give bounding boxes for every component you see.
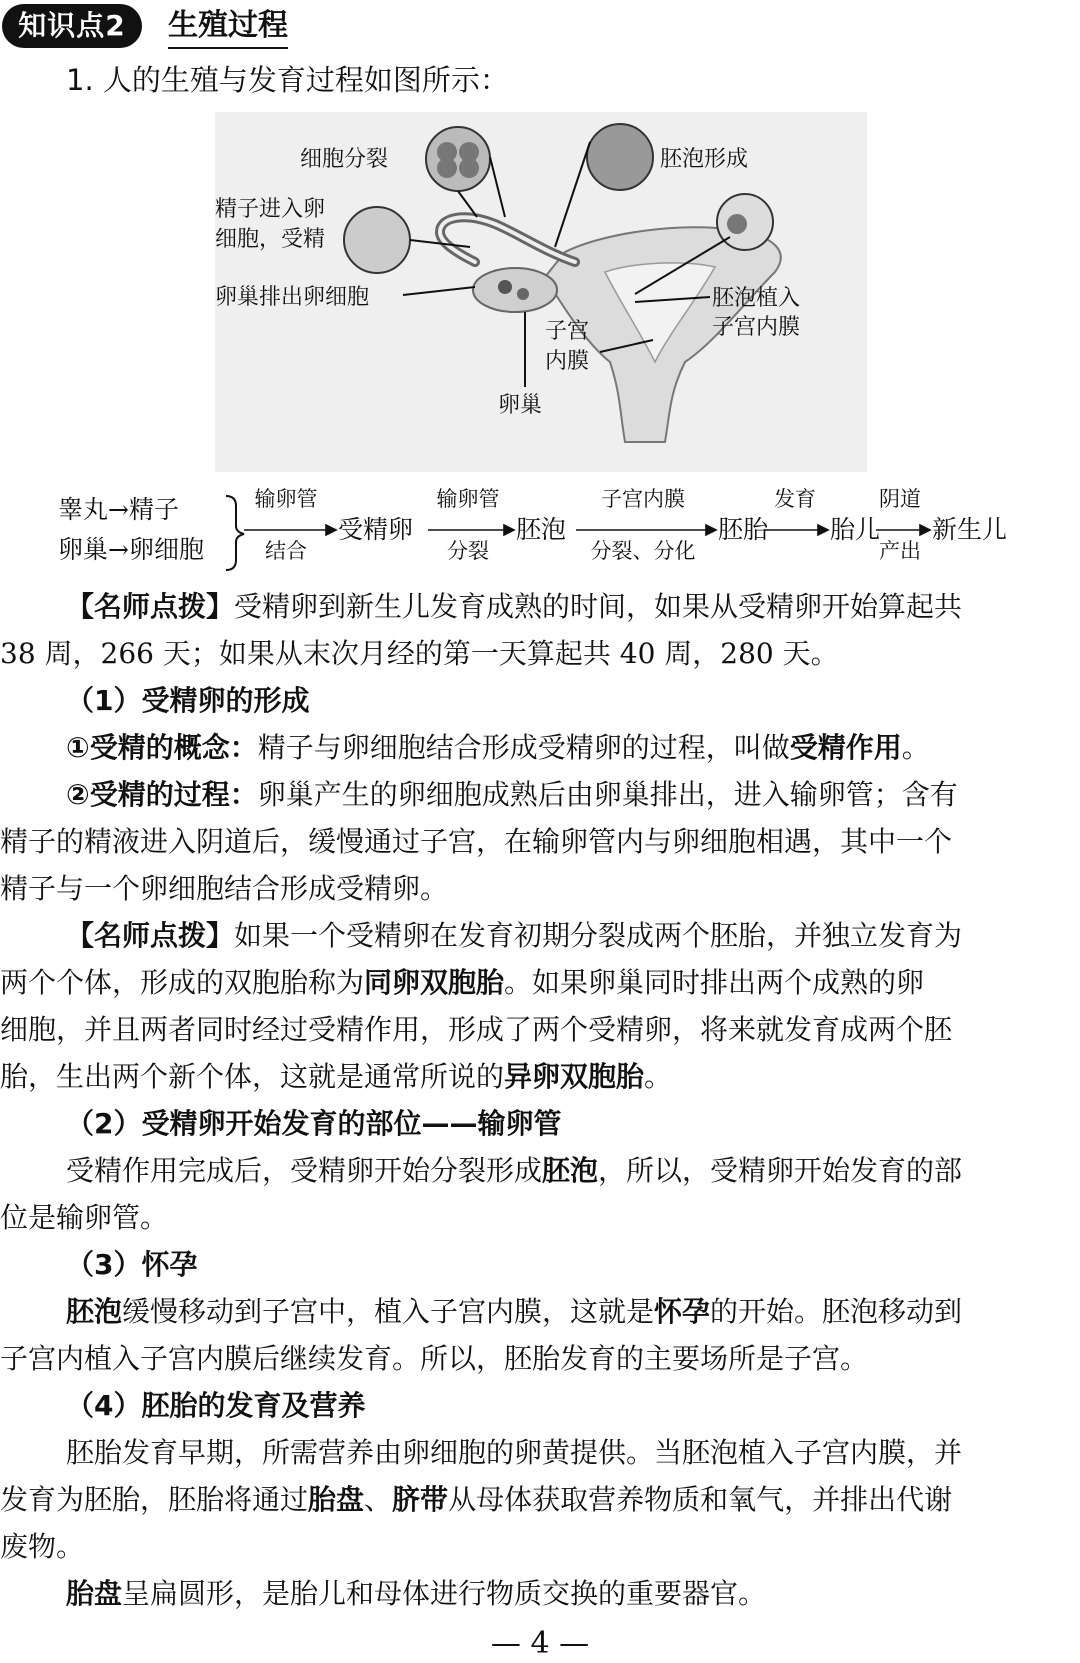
flow-arrowhead (326, 525, 336, 535)
flow-embryo: 胚胎 (718, 515, 769, 544)
label-fertilization-line2: 细胞，受精 (215, 227, 326, 252)
body-text: 发育为胚胎，胚胎将通过 (0, 1483, 309, 1516)
follicle-dot (517, 288, 529, 300)
page-number: — 4 — (490, 1626, 590, 1661)
flow-arrowhead (706, 525, 716, 535)
term-umbilical-cord: 脐带 (392, 1483, 449, 1516)
body-text: 子宫内植入子宫内膜后继续发育。所以，胚胎发育的主要场所是子宫。 (0, 1342, 869, 1375)
embryo-mass (727, 214, 747, 234)
flow-step1-top: 输卵管 (254, 487, 318, 511)
label-ovary: 卵巢 (498, 393, 543, 418)
label-fertilization-line1: 精子进入卵 (215, 197, 326, 222)
term-placenta: 胎盘 (308, 1483, 365, 1516)
flow-brace (226, 496, 244, 570)
cell-division-cell (426, 127, 490, 191)
label-endometrium-line1: 子宫 (545, 319, 590, 344)
term-fertilization: 受精作用 (789, 731, 902, 764)
section-3 (0, 1241, 1080, 1382)
body-text: 废物。 (0, 1530, 85, 1563)
body-text: 的开始。胚泡移动到 (710, 1295, 963, 1328)
label-implantation-line1: 胚泡植入 (712, 286, 801, 311)
label-implantation-line2: 子宫内膜 (712, 315, 801, 340)
tip-2 (0, 912, 1080, 1100)
section-badge: 知识点2 (2, 4, 142, 48)
flow-step3-top: 子宫内膜 (601, 487, 685, 511)
section-title: 生殖过程 (168, 6, 288, 49)
flow-step5-top: 阴道 (879, 487, 921, 511)
section-2-title: （2）受精卵开始发育的部位——输卵管 (66, 1107, 562, 1140)
body-text: 受精作用完成后，受精卵开始分裂形成 (66, 1154, 543, 1187)
label-blastocyst-formation: 胚泡形成 (660, 147, 749, 172)
body-text: 从母体获取营养物质和氧气，并排出代谢 (448, 1483, 953, 1516)
section-3-title: （3）怀孕 (66, 1248, 198, 1281)
process-text: 精子与一个卵细胞结合形成受精卵。 (0, 872, 449, 905)
intro-text: 1. 人的生殖与发育过程如图所示： (66, 63, 509, 97)
punctuation: 。 (644, 1060, 673, 1093)
section-4-title: （4）胚胎的发育及营养 (66, 1389, 366, 1422)
section-4 (0, 1382, 1080, 1617)
flow-arrowhead (504, 525, 514, 535)
body-text: 位是输卵管。 (0, 1201, 169, 1234)
tip-text: 如果一个受精卵在发育初期分裂成两个胚胎，并独立发育为 (234, 919, 963, 952)
term-blastocyst: 胚泡 (542, 1154, 599, 1187)
tip-1 (0, 583, 1080, 677)
tip-text: 胎，生出两个新个体，这就是通常所说的 (0, 1060, 505, 1093)
process-text: 卵巢产生的卵细胞成熟后由卵巢排出，进入输卵管；含有 (257, 778, 958, 811)
blastocyst-cell (587, 124, 653, 190)
flow-newborn: 新生儿 (932, 515, 1008, 544)
flow-step4-top: 发育 (774, 487, 816, 511)
tip-tag: 【名师点拨】 (66, 919, 235, 952)
development-flowchart (58, 486, 1068, 576)
cell-lobe (459, 158, 479, 178)
tip-text: 细胞，并且两者同时经过受精作用，形成了两个受精卵，将来就发育成两个胚 (0, 1013, 953, 1046)
process-heading: ②受精的过程： (66, 778, 258, 811)
flow-blastocyst: 胚泡 (516, 515, 567, 544)
term-identical-twins: 同卵双胞胎 (364, 966, 505, 999)
flow-female-source: 卵巢→卵细胞 (58, 535, 204, 564)
term-fraternal-twins: 异卵双胞胎 (504, 1060, 645, 1093)
tip-text: 两个个体，形成的双胞胎称为 (0, 966, 365, 999)
section-2 (0, 1100, 1080, 1241)
section-1 (0, 677, 1080, 912)
ovary-shape (473, 268, 557, 312)
flow-step3-bottom: 分裂、分化 (590, 539, 696, 563)
reproduction-diagram (215, 112, 867, 472)
section-1-title: （1）受精卵的形成 (66, 684, 310, 717)
flow-male-source: 睾丸→精子 (58, 495, 179, 524)
label-endometrium-line2: 内膜 (545, 349, 590, 374)
tip-text: 。如果卵巢同时排出两个成熟的卵 (504, 966, 925, 999)
flow-step1-bottom: 结合 (265, 539, 307, 563)
term-pregnancy: 怀孕 (654, 1295, 711, 1328)
process-text: 精子的精液进入阴道后，缓慢通过子宫，在输卵管内与卵细胞相遇，其中一个 (0, 825, 953, 858)
tip-tag: 【名师点拨】 (66, 590, 235, 623)
term-placenta: 胎盘 (66, 1577, 123, 1610)
cell-lobe (437, 158, 457, 178)
flow-arrowhead (818, 525, 828, 535)
flow-step5-bottom: 产出 (879, 539, 921, 563)
punctuation: 、 (364, 1483, 393, 1516)
fertilized-egg-cell (344, 207, 410, 273)
term-blastocyst: 胚泡 (66, 1295, 123, 1328)
concept-heading: ①受精的概念： (66, 731, 258, 764)
body-text: 缓慢移动到子宫中，植入子宫内膜，这就是 (122, 1295, 655, 1328)
concept-text: 精子与卵细胞结合形成受精卵的过程，叫做 (257, 731, 790, 764)
flow-arrowhead (920, 525, 930, 535)
body-text: 呈扁圆形，是胎儿和母体进行物质交换的重要器官。 (122, 1577, 767, 1610)
body-text: 胚胎发育早期，所需营养由卵细胞的卵黄提供。当胚泡植入子宫内膜，并 (66, 1436, 963, 1469)
tip-text: 38 周，266 天；如果从末次月经的第一天算起共 40 周，280 天。 (0, 637, 839, 670)
label-cell-division: 细胞分裂 (300, 147, 389, 172)
flow-step2-top: 输卵管 (436, 487, 500, 511)
flow-step2-bottom: 分裂 (447, 539, 489, 563)
flow-zygote: 受精卵 (338, 515, 414, 544)
follicle-dot (498, 280, 512, 294)
flow-fetus: 胎儿 (830, 515, 881, 544)
tip-text: 受精卵到新生儿发育成熟的时间，如果从受精卵开始算起共 (234, 590, 963, 623)
body-text: ，所以，受精卵开始发育的部 (598, 1154, 963, 1187)
label-ovulation: 卵巢排出卵细胞 (215, 285, 370, 310)
punctuation: 。 (901, 731, 930, 764)
